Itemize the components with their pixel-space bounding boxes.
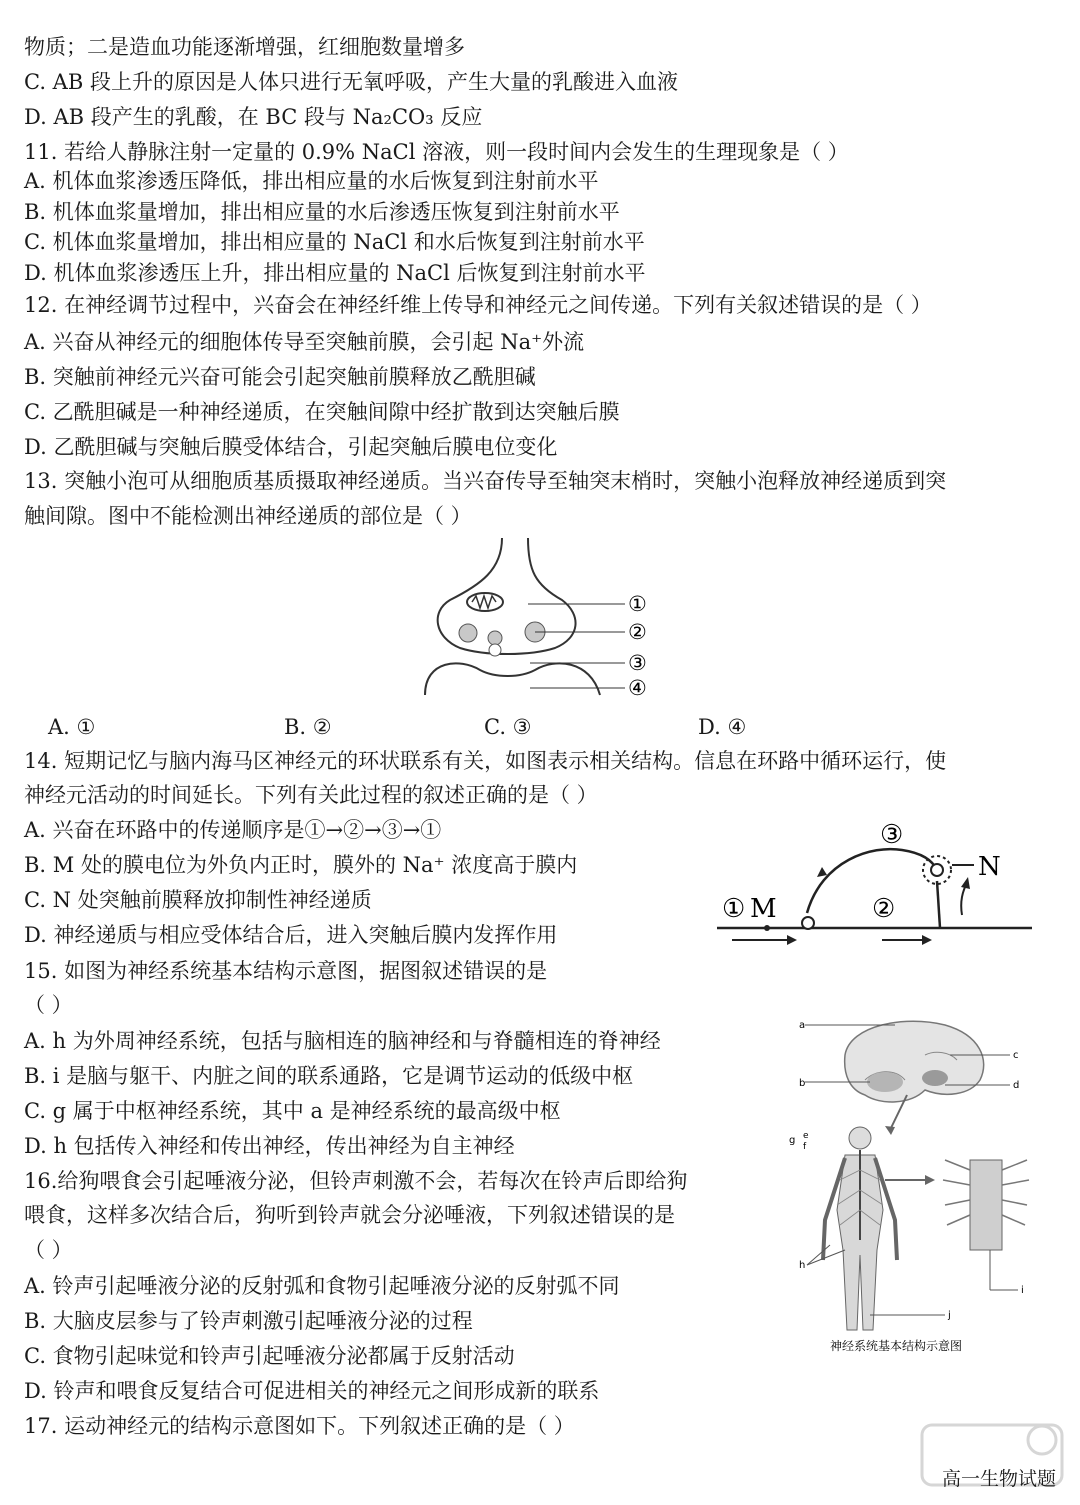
label-f: f: [803, 1142, 807, 1152]
text-line: 喂食，这样多次结合后，狗听到铃声就会分泌唾液，下列叙述错误的是: [24, 1203, 675, 1227]
option-line: A. 兴奋从神经元的细胞体传导至突触前膜，会引起 Na⁺外流: [24, 330, 585, 354]
option-d: D. ④: [698, 715, 747, 739]
option-line: D. 铃声和喂食反复结合可促进相关的神经元之间形成新的联系: [24, 1379, 600, 1403]
option-line: A. h 为外周神经系统，包括与脑相连的脑神经和与脊髓相连的脊神经: [24, 1029, 661, 1053]
neural-circuit-diagram: [712, 815, 1042, 955]
page-footer: 高一生物试题: [941, 1468, 1056, 1490]
question-17: 17. 运动神经元的结构示意图如下。下列叙述正确的是（ ）: [24, 1414, 575, 1438]
label-b: b: [799, 1078, 806, 1089]
option-line: A. 机体血浆渗透压降低，排出相应量的水后恢复到注射前水平: [24, 169, 599, 193]
option-line: A. 铃声引起唾液分泌的反射弧和食物引起唾液分泌的反射弧不同: [24, 1274, 620, 1298]
option-line: D. AB 段产生的乳酸，在 BC 段与 Na₂CO₃ 反应: [24, 105, 483, 129]
label-h: h: [799, 1260, 806, 1271]
text-line: 物质；二是造血功能逐渐增强，红细胞数量增多: [24, 35, 465, 59]
label-1: ①: [722, 894, 746, 924]
option-line: B. 机体血浆量增加，排出相应量的水后渗透压恢复到注射前水平: [24, 200, 620, 224]
nervous-system-diagram: [785, 1010, 1030, 1360]
label-d: d: [1013, 1080, 1020, 1091]
label-4: ④: [628, 676, 647, 700]
text-line: （ ）: [24, 1238, 73, 1262]
option-a: A. ①: [48, 715, 96, 739]
label-1: ①: [628, 592, 647, 616]
option-b: B. ②: [284, 715, 332, 739]
text-line: 神经元活动的时间延长。下列有关此过程的叙述正确的是（ ）: [24, 783, 598, 807]
label-g: g: [789, 1135, 796, 1146]
label-j: j: [948, 1310, 951, 1321]
label-i: i: [1021, 1285, 1024, 1296]
label-2: ②: [628, 620, 647, 644]
question-16: 16.给狗喂食会引起唾液分泌，但铃声刺激不会，若每次在铃声后即给狗: [24, 1169, 688, 1193]
question-13: 13. 突触小泡可从细胞质基质摄取神经递质。当兴奋传导至轴突末梢时，突触小泡释放神经递质到突: [24, 469, 947, 493]
option-line: C. 乙酰胆碱是一种神经递质，在突触间隙中经扩散到达突触后膜: [24, 400, 620, 424]
label-e: e: [803, 1131, 809, 1141]
label-3: ③: [880, 820, 904, 850]
option-c: C. ③: [484, 715, 532, 739]
option-line: A. 兴奋在环路中的传递顺序是①→②→③→①: [24, 818, 442, 842]
question-11: 11. 若给人静脉注射一定量的 0.9% NaCl 溶液，则一段时间内会发生的生理现象是（ ）: [24, 140, 849, 164]
option-line: D. 乙酰胆碱与突触后膜受体结合，引起突触后膜电位变化: [24, 435, 558, 459]
label-a: a: [799, 1020, 806, 1031]
option-line: D. 神经递质与相应受体结合后，进入突触后膜内发挥作用: [24, 923, 558, 947]
option-line: B. 突触前神经元兴奋可能会引起突触前膜释放乙酰胆碱: [24, 365, 536, 389]
option-line: C. N 处突触前膜释放抑制性神经递质: [24, 888, 372, 912]
option-line: C. g 属于中枢神经系统，其中 a 是神经系统的最高级中枢: [24, 1099, 561, 1123]
label-m: M: [750, 894, 777, 924]
option-line: D. h 包括传入神经和传出神经，传出神经为自主神经: [24, 1134, 515, 1158]
label-n: N: [978, 852, 1001, 882]
text-line: 触间隙。图中不能检测出神经递质的部位是（ ）: [24, 504, 472, 528]
label-3: ③: [628, 651, 647, 675]
option-line: C. AB 段上升的原因是人体只进行无氧呼吸，产生大量的乳酸进入血液: [24, 70, 678, 94]
figure-caption: 神经系统基本结构示意图: [830, 1339, 963, 1353]
option-line: B. 大脑皮层参与了铃声刺激引起唾液分泌的过程: [24, 1309, 473, 1333]
text-line: （ ）: [24, 993, 73, 1017]
option-line: D. 机体血浆渗透压上升，排出相应量的 NaCl 后恢复到注射前水平: [24, 261, 646, 285]
option-line: C. 机体血浆量增加，排出相应量的 NaCl 和水后恢复到注射前水平: [24, 230, 645, 254]
label-c: c: [1013, 1050, 1019, 1061]
question-14: 14. 短期记忆与脑内海马区神经元的环状联系有关，如图表示相关结构。信息在环路中循环运行，使: [24, 749, 947, 773]
option-line: B. M 处的膜电位为外负内正时，膜外的 Na⁺ 浓度高于膜内: [24, 853, 578, 877]
option-line: C. 食物引起味觉和铃声引起唾液分泌都属于反射活动: [24, 1344, 515, 1368]
question-12: 12. 在神经调节过程中，兴奋会在神经纤维上传导和神经元之间传递。下列有关叙述错误的是（ ）: [24, 293, 932, 317]
option-line: B. i 是脑与躯干、内脏之间的联系通路，它是调节运动的低级中枢: [24, 1064, 634, 1088]
label-2: ②: [872, 894, 896, 924]
synapse-diagram: [410, 530, 670, 710]
question-15: 15. 如图为神经系统基本结构示意图，据图叙述错误的是: [24, 959, 548, 983]
